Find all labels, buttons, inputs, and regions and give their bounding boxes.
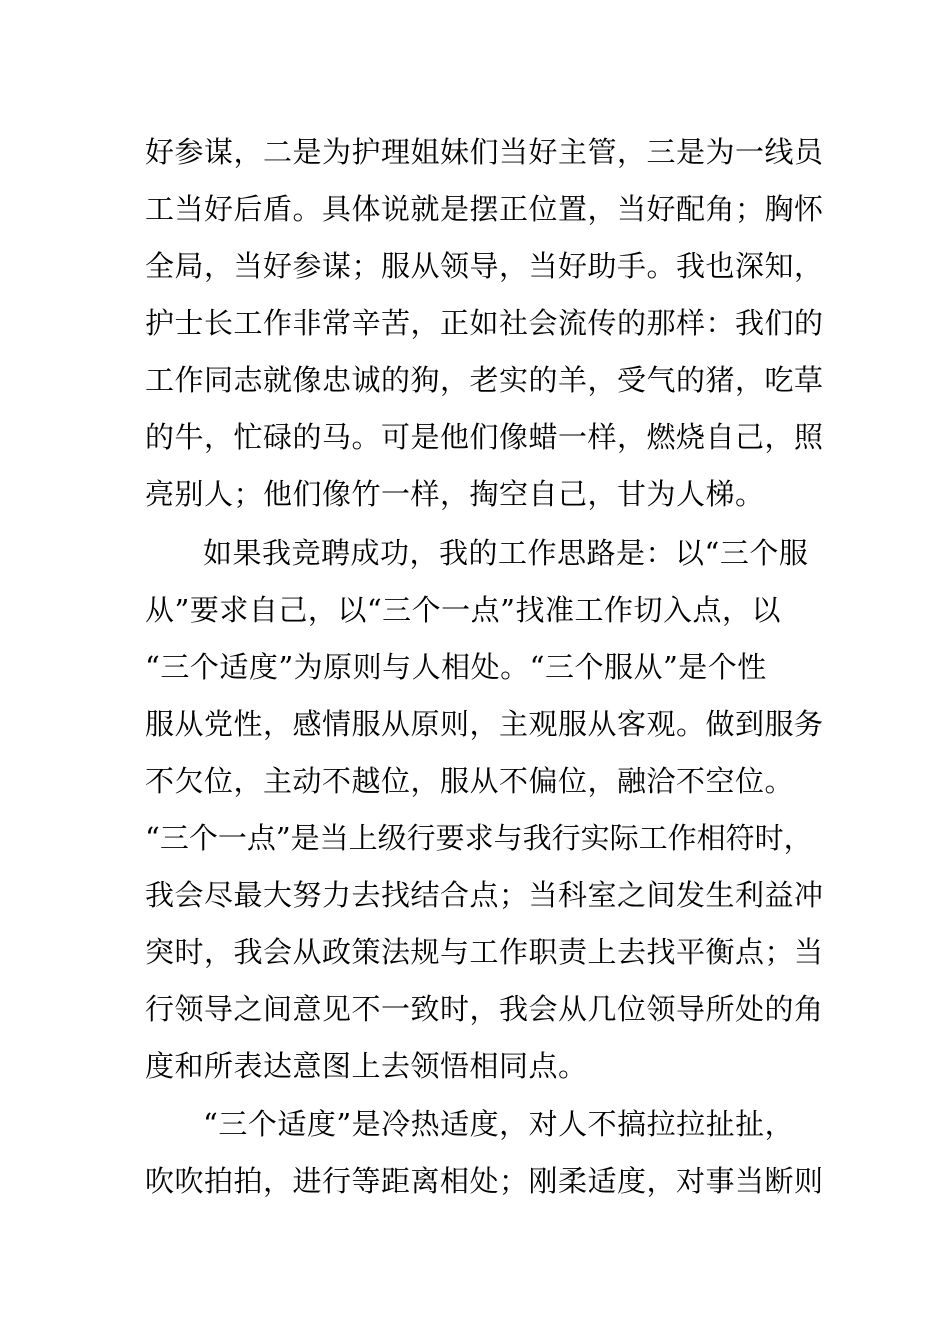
text-line: 行领导之间意见不一致时，我会从几位领导所处的角 <box>145 992 824 1026</box>
text-line: 度和所表达意图上去领悟相同点。 <box>145 1049 588 1083</box>
paragraph-first-line: 如果我竞聘成功，我的工作思路是：以“三个服 <box>203 536 809 570</box>
text-line: 从”要求自己，以“三个一点”找准工作切入点，以 <box>145 593 781 627</box>
text-line: 亮别人；他们像竹一样，掏空自己，甘为人梯。 <box>145 477 765 511</box>
text-line: 护士长工作非常辛苦，正如社会流传的那样：我们的 <box>145 306 824 340</box>
text-line: 好参谋，二是为护理姐妹们当好主管，三是为一线员 <box>145 135 824 169</box>
text-line: 不欠位，主动不越位，服从不偏位，融洽不空位。 <box>145 764 795 798</box>
text-line: 服从党性，感情服从原则，主观服从客观。做到服务 <box>145 707 824 741</box>
text-line: 吹吹拍拍，进行等距离相处；刚柔适度，对事当断则 <box>145 1164 824 1198</box>
paragraph-first-line: “三个适度”是冷热适度，对人不搞拉拉扯扯， <box>203 1107 795 1141</box>
text-line: 突时，我会从政策法规与工作职责上去找平衡点；当 <box>145 935 824 969</box>
text-line: 工当好后盾。具体说就是摆正位置，当好配角；胸怀 <box>145 192 824 226</box>
text-line: “三个一点”是当上级行要求与我行实际工作相符时， <box>145 821 813 855</box>
text-line: 的牛，忙碌的马。可是他们像蜡一样，燃烧自己，照 <box>145 420 824 454</box>
text-line: 全局，当好参谋；服从领导，当好助手。我也深知， <box>145 249 824 283</box>
text-line: 我会尽最大努力去找结合点；当科室之间发生利益冲 <box>145 878 824 912</box>
text-line: “三个适度”为原则与人相处。“三个服从”是个性 <box>145 650 767 684</box>
text-line: 工作同志就像忠诚的狗，老实的羊，受气的猪，吃草 <box>145 363 824 397</box>
